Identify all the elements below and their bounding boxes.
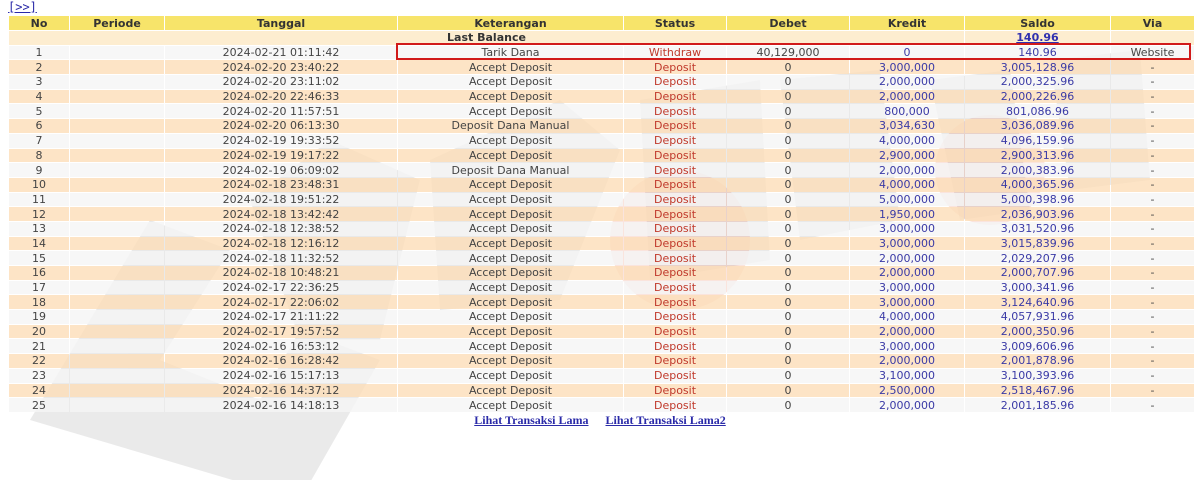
cell-kredit: 3,000,000 — [850, 281, 964, 295]
cell-periode — [70, 295, 164, 309]
table-row — [9, 251, 1194, 265]
cell-saldo: 3,005,128.96 — [965, 60, 1110, 74]
cell-keterangan: Accept Deposit — [398, 325, 623, 339]
cell-keterangan: Accept Deposit — [398, 266, 623, 280]
cell-keterangan: Tarik Dana — [398, 46, 623, 60]
cell-debet: 0 — [727, 398, 849, 412]
cell-no: 14 — [9, 237, 69, 251]
cell-kredit: 3,034,630 — [850, 119, 964, 133]
table-row — [9, 281, 1194, 295]
cell-saldo: 2,000,383.96 — [965, 163, 1110, 177]
cell-debet: 40,129,000 — [727, 46, 849, 60]
cell-tanggal: 2024-02-16 14:37:12 — [165, 384, 397, 398]
view-old-transactions-link[interactable]: Lihat Transaksi Lama — [474, 413, 589, 427]
table-row — [9, 237, 1194, 251]
cell-saldo: 4,057,931.96 — [965, 310, 1110, 324]
cell-status: Deposit — [624, 163, 726, 177]
cell-via: - — [1111, 149, 1194, 163]
cell-saldo: 2,036,903.96 — [965, 207, 1110, 221]
table-row — [9, 354, 1194, 368]
cell-kredit: 4,000,000 — [850, 310, 964, 324]
cell-no: 8 — [9, 149, 69, 163]
cell-keterangan: Deposit Dana Manual — [398, 163, 623, 177]
cell-no: 17 — [9, 281, 69, 295]
table-row — [9, 75, 1194, 89]
cell-periode — [70, 237, 164, 251]
cell-status: Deposit — [624, 207, 726, 221]
cell-debet: 0 — [727, 237, 849, 251]
cell-via: - — [1111, 398, 1194, 412]
cell-debet: 0 — [727, 369, 849, 383]
cell-tanggal: 2024-02-20 22:46:33 — [165, 90, 397, 104]
table-row — [9, 119, 1194, 133]
table-header-row — [9, 16, 1194, 30]
table-row — [9, 163, 1194, 177]
cell-via: - — [1111, 339, 1194, 353]
cell-via: - — [1111, 281, 1194, 295]
cell-debet: 0 — [727, 251, 849, 265]
cell-no: 10 — [9, 178, 69, 192]
cell-status: Deposit — [624, 354, 726, 368]
cell-periode — [70, 193, 164, 207]
cell-tanggal: 2024-02-18 13:42:42 — [165, 207, 397, 221]
cell-saldo: 801,086.96 — [965, 104, 1110, 118]
cell-no: 13 — [9, 222, 69, 236]
cell-via: - — [1111, 295, 1194, 309]
cell-periode — [70, 251, 164, 265]
cell-keterangan: Accept Deposit — [398, 281, 623, 295]
cell-status: Deposit — [624, 149, 726, 163]
cell-debet: 0 — [727, 325, 849, 339]
cell-tanggal: 2024-02-17 22:36:25 — [165, 281, 397, 295]
cell-tanggal: 2024-02-18 19:51:22 — [165, 193, 397, 207]
cell-kredit: 2,000,000 — [850, 251, 964, 265]
cell-status: Deposit — [624, 75, 726, 89]
cell-status: Deposit — [624, 310, 726, 324]
cell-saldo: 2,000,325.96 — [965, 75, 1110, 89]
cell-status: Deposit — [624, 398, 726, 412]
table-row — [9, 295, 1194, 309]
cell-kredit: 2,000,000 — [850, 398, 964, 412]
table-row — [9, 90, 1194, 104]
table-row — [9, 46, 1194, 60]
table-row — [9, 325, 1194, 339]
cell-periode — [70, 75, 164, 89]
cell-debet: 0 — [727, 60, 849, 74]
cell-status: Deposit — [624, 222, 726, 236]
cell-saldo: 140.96 — [965, 46, 1110, 60]
table-row — [9, 266, 1194, 280]
cell-via: - — [1111, 119, 1194, 133]
cell-keterangan: Accept Deposit — [398, 193, 623, 207]
cell-kredit: 1,950,000 — [850, 207, 964, 221]
cell-via: - — [1111, 178, 1194, 192]
cell-kredit: 2,900,000 — [850, 149, 964, 163]
cell-via: - — [1111, 90, 1194, 104]
table-row — [9, 193, 1194, 207]
cell-kredit: 3,000,000 — [850, 222, 964, 236]
last-balance-value: 140.96 — [965, 31, 1110, 45]
cell-no: 22 — [9, 354, 69, 368]
cell-status: Deposit — [624, 266, 726, 280]
table-row — [9, 369, 1194, 383]
header-periode: Periode — [70, 16, 164, 30]
cell-kredit: 2,000,000 — [850, 163, 964, 177]
cell-kredit: 4,000,000 — [850, 178, 964, 192]
table-row — [9, 134, 1194, 148]
cell-kredit: 2,000,000 — [850, 75, 964, 89]
cell-periode — [70, 207, 164, 221]
cell-no: 3 — [9, 75, 69, 89]
table-row — [9, 339, 1194, 353]
cell-via: - — [1111, 310, 1194, 324]
cell-kredit: 3,000,000 — [850, 237, 964, 251]
cell-debet: 0 — [727, 266, 849, 280]
cell-status: Deposit — [624, 104, 726, 118]
cell-saldo: 3,100,393.96 — [965, 369, 1110, 383]
cell-status: Deposit — [624, 384, 726, 398]
cell-tanggal: 2024-02-20 11:57:51 — [165, 104, 397, 118]
header-no: No — [9, 16, 69, 30]
cell-saldo: 2,000,226.96 — [965, 90, 1110, 104]
cell-tanggal: 2024-02-20 06:13:30 — [165, 119, 397, 133]
cell-tanggal: 2024-02-18 12:38:52 — [165, 222, 397, 236]
cell-status: Deposit — [624, 178, 726, 192]
cell-saldo: 3,009,606.96 — [965, 339, 1110, 353]
cell-kredit: 3,100,000 — [850, 369, 964, 383]
cell-tanggal: 2024-02-17 19:57:52 — [165, 325, 397, 339]
cell-status: Deposit — [624, 60, 726, 74]
cell-kredit: 3,000,000 — [850, 339, 964, 353]
cell-status: Deposit — [624, 134, 726, 148]
cell-via: - — [1111, 354, 1194, 368]
cell-saldo: 2,518,467.96 — [965, 384, 1110, 398]
cell-debet: 0 — [727, 339, 849, 353]
last-balance-row — [9, 31, 1194, 45]
cell-tanggal: 2024-02-16 14:18:13 — [165, 398, 397, 412]
cell-no: 16 — [9, 266, 69, 280]
table-row — [9, 310, 1194, 324]
header-debet: Debet — [727, 16, 849, 30]
cell-via: - — [1111, 266, 1194, 280]
table-row — [9, 384, 1194, 398]
cell-keterangan: Accept Deposit — [398, 104, 623, 118]
cell-debet: 0 — [727, 193, 849, 207]
cell-saldo: 2,000,350.96 — [965, 325, 1110, 339]
cell-keterangan: Accept Deposit — [398, 369, 623, 383]
cell-tanggal: 2024-02-20 23:11:02 — [165, 75, 397, 89]
cell-keterangan: Accept Deposit — [398, 295, 623, 309]
cell-no: 25 — [9, 398, 69, 412]
cell-tanggal: 2024-02-16 15:17:13 — [165, 369, 397, 383]
cell-tanggal: 2024-02-17 22:06:02 — [165, 295, 397, 309]
cell-no: 15 — [9, 251, 69, 265]
cell-keterangan: Accept Deposit — [398, 398, 623, 412]
cell-via: - — [1111, 251, 1194, 265]
header-status: Status — [624, 16, 726, 30]
cell-keterangan: Accept Deposit — [398, 384, 623, 398]
cell-status: Deposit — [624, 281, 726, 295]
cell-tanggal: 2024-02-16 16:53:12 — [165, 339, 397, 353]
cell-periode — [70, 46, 164, 60]
header-tanggal: Tanggal — [165, 16, 397, 30]
cell-saldo: 4,096,159.96 — [965, 134, 1110, 148]
cell-debet: 0 — [727, 295, 849, 309]
cell-periode — [70, 134, 164, 148]
cell-debet: 0 — [727, 90, 849, 104]
view-old-transactions-2-link[interactable]: Lihat Transaksi Lama2 — [605, 413, 726, 427]
cell-kredit: 2,500,000 — [850, 384, 964, 398]
cell-periode — [70, 119, 164, 133]
cell-no: 2 — [9, 60, 69, 74]
cell-debet: 0 — [727, 281, 849, 295]
cell-no: 11 — [9, 193, 69, 207]
table-row — [9, 104, 1194, 118]
cell-no: 7 — [9, 134, 69, 148]
cell-debet: 0 — [727, 222, 849, 236]
cell-kredit: 3,000,000 — [850, 295, 964, 309]
cell-via: - — [1111, 237, 1194, 251]
cell-debet: 0 — [727, 354, 849, 368]
cell-periode — [70, 310, 164, 324]
cell-via: - — [1111, 104, 1194, 118]
cell-status: Deposit — [624, 339, 726, 353]
cell-kredit: 3,000,000 — [850, 60, 964, 74]
cell-keterangan: Accept Deposit — [398, 251, 623, 265]
cell-via: Website — [1111, 46, 1194, 60]
cell-keterangan: Accept Deposit — [398, 149, 623, 163]
cell-saldo: 3,036,089.96 — [965, 119, 1110, 133]
cell-periode — [70, 178, 164, 192]
cell-no: 23 — [9, 369, 69, 383]
table-row — [9, 398, 1194, 412]
cell-tanggal: 2024-02-19 19:17:22 — [165, 149, 397, 163]
cell-periode — [70, 384, 164, 398]
cell-tanggal: 2024-02-18 12:16:12 — [165, 237, 397, 251]
cell-saldo: 2,029,207.96 — [965, 251, 1110, 265]
cell-kredit: 2,000,000 — [850, 354, 964, 368]
cell-saldo: 2,900,313.96 — [965, 149, 1110, 163]
cell-via: - — [1111, 75, 1194, 89]
cell-tanggal: 2024-02-18 10:48:21 — [165, 266, 397, 280]
cell-debet: 0 — [727, 119, 849, 133]
cell-keterangan: Accept Deposit — [398, 339, 623, 353]
cell-via: - — [1111, 60, 1194, 74]
cell-no: 20 — [9, 325, 69, 339]
table-row — [9, 222, 1194, 236]
cell-keterangan: Accept Deposit — [398, 310, 623, 324]
cell-kredit: 800,000 — [850, 104, 964, 118]
cell-keterangan: Accept Deposit — [398, 178, 623, 192]
last-balance-label: Last Balance — [9, 31, 964, 45]
cell-keterangan: Deposit Dana Manual — [398, 119, 623, 133]
cell-keterangan: Accept Deposit — [398, 237, 623, 251]
cell-saldo: 2,001,185.96 — [965, 398, 1110, 412]
cell-status: Deposit — [624, 90, 726, 104]
cell-periode — [70, 369, 164, 383]
cell-no: 1 — [9, 46, 69, 60]
cell-debet: 0 — [727, 384, 849, 398]
last-balance-spacer — [1111, 31, 1194, 45]
cell-keterangan: Accept Deposit — [398, 90, 623, 104]
cell-tanggal: 2024-02-18 11:32:52 — [165, 251, 397, 265]
cell-keterangan: Accept Deposit — [398, 134, 623, 148]
cell-periode — [70, 339, 164, 353]
cell-no: 4 — [9, 90, 69, 104]
cell-keterangan: Accept Deposit — [398, 222, 623, 236]
cell-status: Withdraw — [624, 46, 726, 60]
cell-saldo: 3,015,839.96 — [965, 237, 1110, 251]
cell-keterangan: Accept Deposit — [398, 60, 623, 74]
cell-no: 6 — [9, 119, 69, 133]
cell-periode — [70, 90, 164, 104]
cell-debet: 0 — [727, 75, 849, 89]
cell-keterangan: Accept Deposit — [398, 75, 623, 89]
table-row — [9, 178, 1194, 192]
header-saldo: Saldo — [965, 16, 1110, 30]
cell-keterangan: Accept Deposit — [398, 354, 623, 368]
cell-saldo: 4,000,365.96 — [965, 178, 1110, 192]
cell-periode — [70, 325, 164, 339]
cell-periode — [70, 281, 164, 295]
cell-no: 9 — [9, 163, 69, 177]
cell-status: Deposit — [624, 369, 726, 383]
cell-periode — [70, 266, 164, 280]
footer-links — [0, 413, 1200, 428]
cell-kredit: 2,000,000 — [850, 266, 964, 280]
cell-tanggal: 2024-02-18 23:48:31 — [165, 178, 397, 192]
cell-debet: 0 — [727, 207, 849, 221]
cell-debet: 0 — [727, 163, 849, 177]
cell-periode — [70, 354, 164, 368]
cell-debet: 0 — [727, 310, 849, 324]
cell-periode — [70, 163, 164, 177]
cell-via: - — [1111, 163, 1194, 177]
cell-periode — [70, 398, 164, 412]
cell-tanggal: 2024-02-17 21:11:22 — [165, 310, 397, 324]
cell-debet: 0 — [727, 104, 849, 118]
cell-no: 18 — [9, 295, 69, 309]
cell-saldo: 3,031,520.96 — [965, 222, 1110, 236]
cell-via: - — [1111, 325, 1194, 339]
cell-tanggal: 2024-02-16 16:28:42 — [165, 354, 397, 368]
cell-via: - — [1111, 384, 1194, 398]
cell-kredit: 0 — [850, 46, 964, 60]
table-row — [9, 60, 1194, 74]
cell-periode — [70, 104, 164, 118]
cell-periode — [70, 222, 164, 236]
cell-saldo: 3,000,341.96 — [965, 281, 1110, 295]
cell-saldo: 2,001,878.96 — [965, 354, 1110, 368]
cell-tanggal: 2024-02-19 19:33:52 — [165, 134, 397, 148]
table-row — [9, 149, 1194, 163]
cell-via: - — [1111, 134, 1194, 148]
table-row — [9, 207, 1194, 221]
cell-kredit: 2,000,000 — [850, 325, 964, 339]
cell-no: 5 — [9, 104, 69, 118]
header-via: Via — [1111, 16, 1194, 30]
header-kredit: Kredit — [850, 16, 964, 30]
cell-status: Deposit — [624, 251, 726, 265]
cell-status: Deposit — [624, 237, 726, 251]
cell-via: - — [1111, 193, 1194, 207]
cell-debet: 0 — [727, 134, 849, 148]
cell-debet: 0 — [727, 149, 849, 163]
cell-status: Deposit — [624, 295, 726, 309]
cell-saldo: 2,000,707.96 — [965, 266, 1110, 280]
cell-saldo: 5,000,398.96 — [965, 193, 1110, 207]
cell-kredit: 4,000,000 — [850, 134, 964, 148]
transaction-table — [8, 15, 1195, 413]
next-page-link[interactable]: [>>] — [8, 0, 37, 14]
cell-tanggal: 2024-02-19 06:09:02 — [165, 163, 397, 177]
cell-via: - — [1111, 369, 1194, 383]
cell-kredit: 5,000,000 — [850, 193, 964, 207]
cell-via: - — [1111, 207, 1194, 221]
cell-status: Deposit — [624, 193, 726, 207]
cell-no: 12 — [9, 207, 69, 221]
cell-periode — [70, 60, 164, 74]
cell-status: Deposit — [624, 119, 726, 133]
cell-periode — [70, 149, 164, 163]
cell-no: 24 — [9, 384, 69, 398]
cell-status: Deposit — [624, 325, 726, 339]
cell-keterangan: Accept Deposit — [398, 207, 623, 221]
cell-tanggal: 2024-02-20 23:40:22 — [165, 60, 397, 74]
cell-no: 21 — [9, 339, 69, 353]
header-keterangan: Keterangan — [398, 16, 623, 30]
cell-via: - — [1111, 222, 1194, 236]
cell-debet: 0 — [727, 178, 849, 192]
cell-kredit: 2,000,000 — [850, 90, 964, 104]
cell-no: 19 — [9, 310, 69, 324]
cell-tanggal: 2024-02-21 01:11:42 — [165, 46, 397, 60]
cell-saldo: 3,124,640.96 — [965, 295, 1110, 309]
